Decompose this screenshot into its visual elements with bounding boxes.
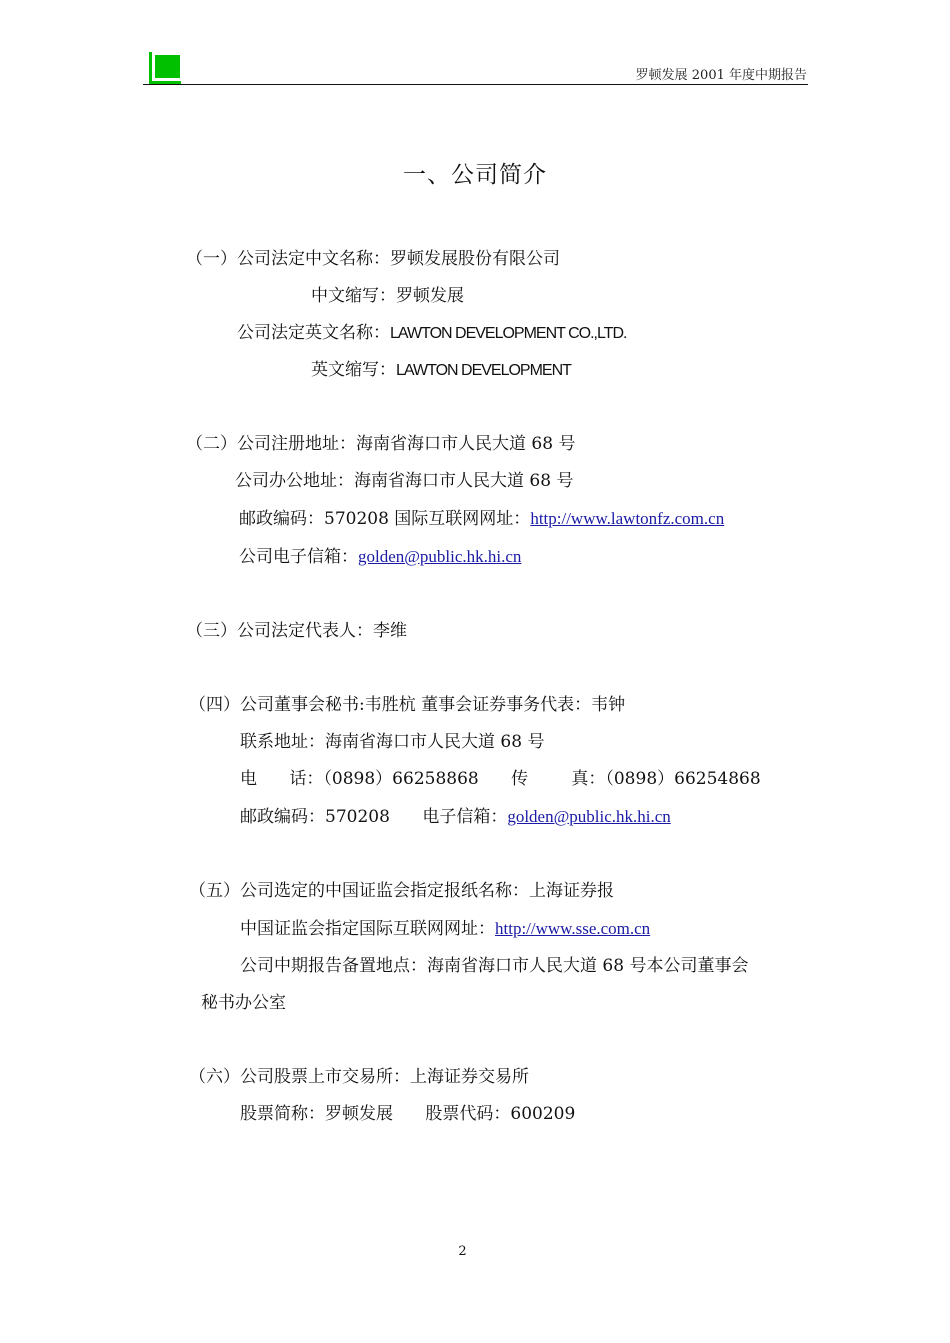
page-heading: 一、公司简介: [403, 162, 547, 188]
s4-line1: （四）公司董事会秘书:韦胜杭 董事会证券事务代表：韦钟: [189, 695, 626, 715]
s1-line4: 英文缩写：LAWTON DEVELOPMENT: [311, 360, 571, 380]
header-title: 罗顿发展 2001 年度中期报告: [635, 68, 807, 83]
website-link[interactable]: http://www.lawtonfz.com.cn: [530, 509, 725, 528]
s2-line1: （二）公司注册地址：海南省海口市人民大道 68 号: [186, 434, 576, 454]
s2-line2: 公司办公地址：海南省海口市人民大道 68 号: [235, 471, 574, 491]
s1-line3: 公司法定英文名称：LAWTON DEVELOPMENT CO.,LTD.: [237, 323, 627, 343]
email-link-2[interactable]: golden@public.hk.hi.cn: [507, 807, 671, 826]
page-number: 2: [458, 1244, 467, 1259]
company-logo: [149, 52, 181, 84]
csrc-website-link[interactable]: http://www.sse.com.cn: [495, 919, 651, 938]
s1-line1: （一）公司法定中文名称：罗顿发展股份有限公司: [186, 249, 560, 269]
header-rule: [143, 84, 808, 85]
s4-line2: 联系地址：海南省海口市人民大道 68 号: [240, 732, 545, 752]
s5-line1: （五）公司选定的中国证监会指定报纸名称：上海证券报: [189, 881, 614, 901]
s5-line2: 中国证监会指定国际互联网网址：http://www.sse.com.cn: [240, 919, 651, 939]
s2-line4: 公司电子信箱：golden@public.hk.hi.cn: [239, 547, 522, 567]
s5-line4: 秘书办公室: [201, 993, 286, 1013]
s3-line1: （三）公司法定代表人：李维: [186, 621, 407, 641]
s2-line3: 邮政编码：570208 国际互联网网址：http://www.lawtonfz.com.cn: [239, 509, 725, 529]
s5-line3: 公司中期报告备置地点：海南省海口市人民大道 68 号本公司董事会: [240, 956, 749, 976]
s6-line2: 股票简称：罗顿发展 股票代码：600209: [240, 1104, 576, 1124]
s4-line4: 邮政编码：570208 电子信箱：golden@public.hk.hi.cn: [240, 807, 671, 827]
s4-line3: 电 话：（0898）66258868 传 真：（0898）66254868: [240, 769, 761, 789]
email-link[interactable]: golden@public.hk.hi.cn: [358, 547, 522, 566]
s6-line1: （六）公司股票上市交易所：上海证券交易所: [189, 1067, 529, 1087]
s1-line2: 中文缩写：罗顿发展: [311, 286, 464, 306]
